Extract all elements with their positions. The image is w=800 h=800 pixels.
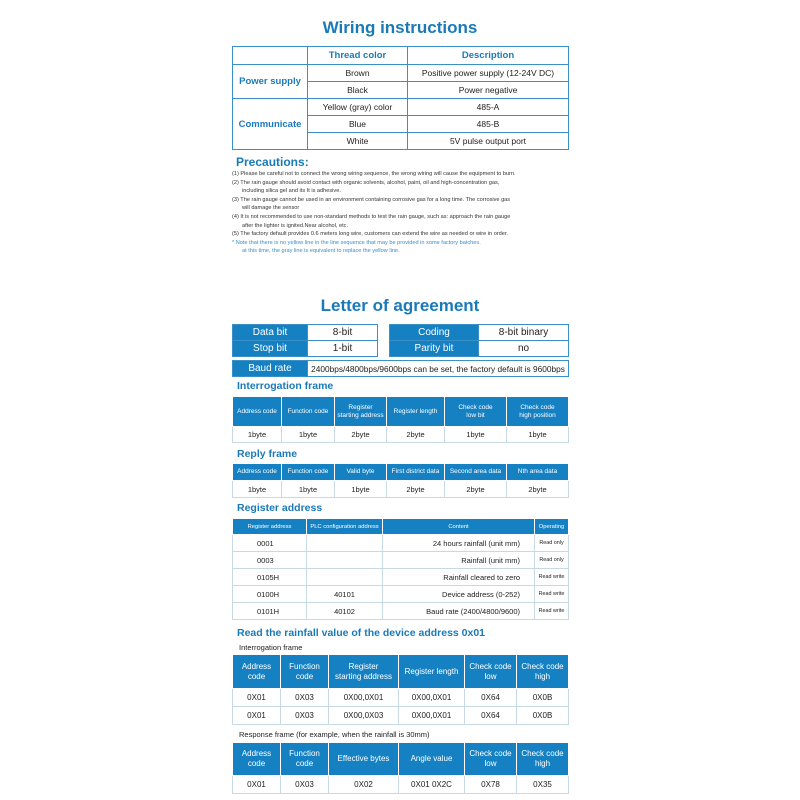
example-response-table: Address code Function code Effective bytes Angle value Check code low Check code high 0X01 0X03 0X02 0X01 0X2C 0X78 0X35: [232, 742, 569, 794]
register-address-title: Register address: [237, 502, 323, 514]
precautions-list: (1) Please be careful not to connect the wrong wiring sequence, the wrong wiring will cause the equipment to burn. (2) The rain gauge should avoid contact with organic solvents, alcohol, paint, oil and high-concentration gas, including silica gel and its It is adhesive. (3) The rain gauge cannot be used in an environment containing corrosive gas for a long time. The corrosive gas will damage the sensor (4) It is not recommended to use non-standard methods to test the rain gauge, such as: approach the rain gauge after the lighter is ignited.Near alcohol, etc. (5) The factory default provides 0.6 meters long wire, customers can extend the wire as needed or wire in order. * Note that there is no yellow line in the line sequence that may be provided in some factory batches. at this time, the gray line is equivalent to replace the yellow line.: [232, 170, 572, 256]
table-row: 0100H 40101 Device address (0-252) Read write: [233, 586, 569, 603]
precautions-note: * Note that there is no yellow line in the line sequence that may be provided in some factory batches.: [232, 239, 481, 246]
example-interrogation-caption: Interrogation frame: [239, 643, 303, 652]
register-address-table: Register address PLC configuration address Content Operating 0001 24 hours rainfall (unit mm) Read only 0003 Rainfall (unit mm) Read only 0105H Rainfall cleared to zero Read write 0100H 40101 Device address (0-252) Read write 0101H 40102 Baud rate (2400/4800/9600) Read write: [232, 518, 569, 620]
table-row: Black Power negative: [233, 82, 569, 99]
letter-title: Letter of agreement: [320, 296, 480, 315]
data-bit-label: Data bit: [233, 325, 308, 341]
table-row: Communicate Yellow (gray) color 485-A: [233, 99, 569, 116]
reply-frame-table: Address code Function code Valid byte First district data Second area data Nth area data 1byte 1byte 1byte 2byte 2byte 2byte: [232, 463, 569, 498]
baud-rate-table: [232, 360, 569, 377]
baud-rate-label: Baud rate: [233, 361, 308, 377]
data-bit-value: 8-bit: [308, 325, 378, 341]
table-row: 1byte 1byte 2byte 2byte 1byte 1byte: [233, 427, 569, 443]
interrogation-frame-title: Interrogation frame: [237, 380, 334, 392]
wiring-table: [232, 46, 569, 150]
group-communicate: Communicate: [233, 99, 308, 150]
reply-frame-title: Reply frame: [237, 448, 298, 460]
table-row: 0001 24 hours rainfall (unit mm) Read only: [233, 535, 569, 552]
table-row: 1byte 1byte 1byte 2byte 2byte 2byte: [233, 481, 569, 498]
wiring-title: Wiring instructions: [322, 18, 478, 37]
table-row: 0X01 0X03 0X00,0X01 0X00,0X01 0X64 0X0B: [233, 689, 569, 707]
thread-color-header: Thread color: [308, 47, 408, 65]
table-row: 0003 Rainfall (unit mm) Read only: [233, 552, 569, 569]
group-power-supply: Power supply: [233, 65, 308, 99]
table-row: 0105H Rainfall cleared to zero Read write: [233, 569, 569, 586]
stop-bit-label: Stop bit: [233, 341, 308, 357]
coding-label: Coding: [390, 325, 479, 341]
table-row: 0X01 0X03 0X00,0X03 0X00,0X01 0X64 0X0B: [233, 707, 569, 725]
coding-value: 8-bit binary: [479, 325, 569, 341]
agreement-table: [232, 324, 569, 357]
precautions-title: Precautions:: [236, 155, 309, 169]
table-row: White 5V pulse output port: [233, 133, 569, 150]
parity-bit-value: no: [479, 341, 569, 357]
table-row: Power supply Brown Positive power supply (12-24V DC): [233, 65, 569, 82]
baud-rate-value: 2400bps/4800bps/9600bps can be set, the factory default is 9600bps: [308, 361, 569, 377]
interrogation-frame-table: Address code Function code Register starting address Register length Check code low bit Check code high position 1byte 1byte 2byte 2byte 1byte 1byte: [232, 396, 569, 443]
parity-bit-label: Parity bit: [390, 341, 479, 357]
stop-bit-value: 1-bit: [308, 341, 378, 357]
description-header: Description: [408, 47, 569, 65]
example-interrogation-table: Address code Function code Register starting address Register length Check code low Check code high 0X01 0X03 0X00,0X01 0X00,0X01 0X64 0X0B 0X01 0X03 0X00,0X03 0X00,0X01 0X64 0X0B: [232, 654, 569, 725]
example-title: Read the rainfall value of the device address 0x01: [237, 627, 486, 639]
table-row: 0X01 0X03 0X02 0X01 0X2C 0X78 0X35: [233, 776, 569, 794]
table-row: Blue 485-B: [233, 116, 569, 133]
table-row: 0101H 40102 Baud rate (2400/4800/9600) Read write: [233, 603, 569, 620]
example-response-caption: Response frame (for example, when the rainfall is 30mm): [239, 730, 430, 739]
